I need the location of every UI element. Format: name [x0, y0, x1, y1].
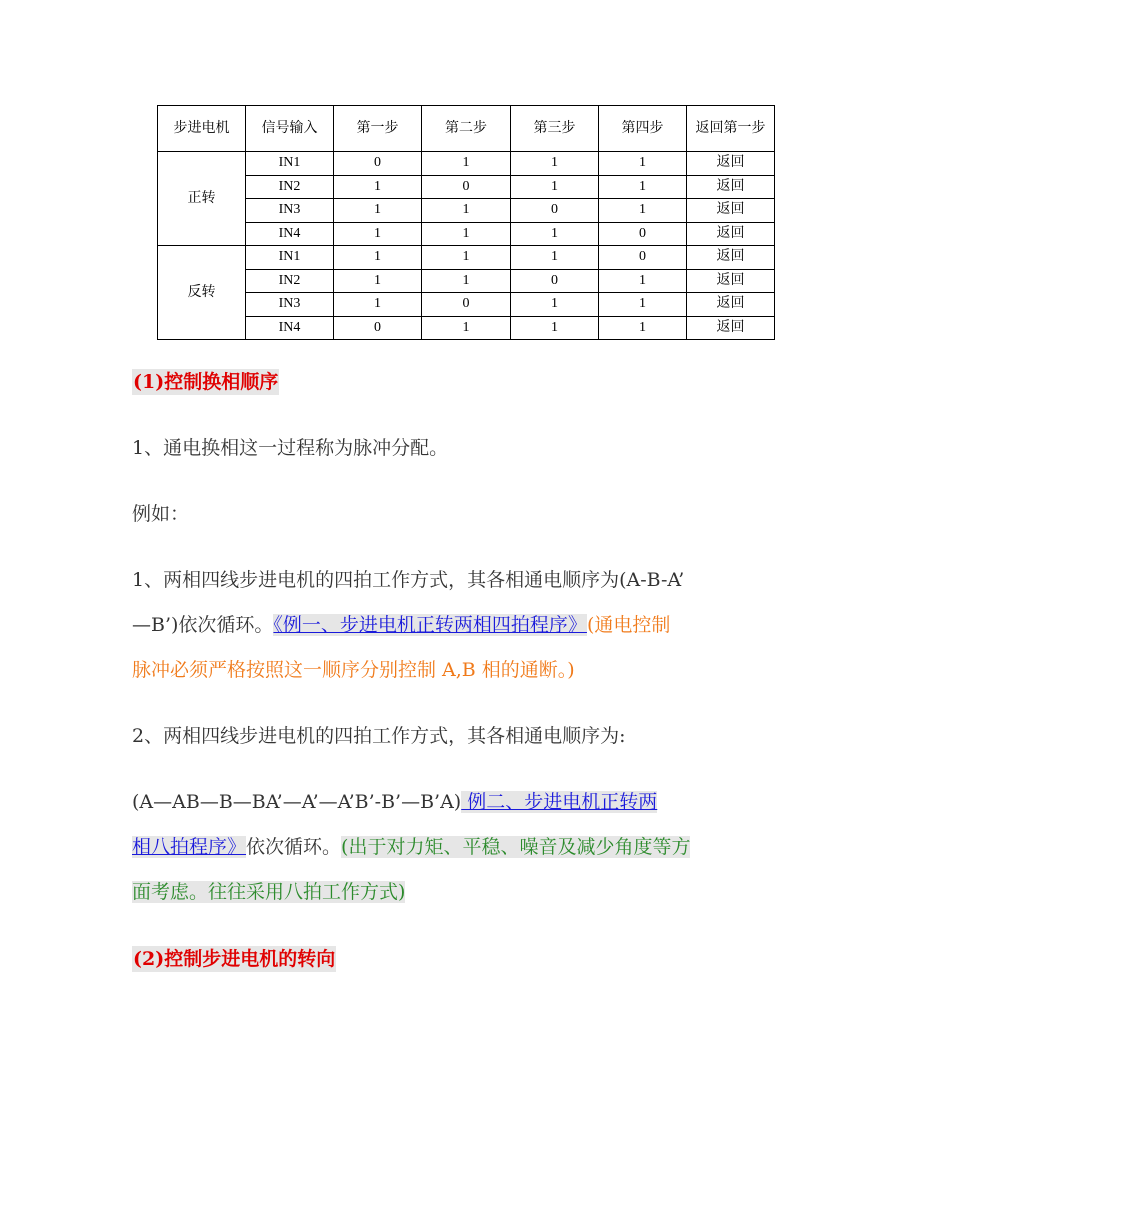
step-value-cell: 1 — [511, 316, 599, 340]
signal-input-cell: IN4 — [246, 222, 334, 246]
step-value-cell: 1 — [422, 269, 511, 293]
signal-input-cell: IN3 — [246, 293, 334, 317]
paragraph-eight-beat-line2 — [132, 825, 690, 870]
paragraph-example-label: 例如： — [132, 503, 190, 525]
table-row — [158, 222, 775, 246]
step-value-cell: 0 — [334, 152, 422, 176]
header-cell: 步进电机 — [158, 106, 246, 152]
text: —B’)依次循环。 — [132, 614, 274, 636]
step-value-cell: 1 — [334, 199, 422, 223]
step-value-cell: 1 — [599, 269, 687, 293]
signal-input-cell: IN4 — [246, 316, 334, 340]
step-value-cell: 1 — [422, 222, 511, 246]
paragraph-four-beat-line2 — [132, 603, 670, 648]
text: 依次循环。 — [246, 836, 342, 858]
paragraph-eight-beat-line1 — [132, 780, 657, 825]
signal-input-cell: IN1 — [246, 246, 334, 270]
table-body — [158, 106, 775, 340]
step-value-cell: 1 — [334, 269, 422, 293]
table-row — [158, 175, 775, 199]
step-value-cell: 1 — [599, 175, 687, 199]
heading-text: (2)控制步进电机的转向 — [133, 948, 336, 970]
paragraph-four-beat-line1: 1、两相四线步进电机的四拍工作方式，其各相通电顺序为(A-B-A’ — [132, 569, 685, 591]
step-value-cell: 1 — [422, 316, 511, 340]
signal-input-cell: IN2 — [246, 175, 334, 199]
step-value-cell: 0 — [334, 316, 422, 340]
table-row — [158, 152, 775, 176]
step-value-cell: 0 — [422, 293, 511, 317]
step-value-cell: 0 — [511, 269, 599, 293]
step-value-cell: 1 — [599, 199, 687, 223]
header-cell: 第一步 — [334, 106, 422, 152]
green-note-continued: 面考虑。往往采用八拍工作方式) — [132, 881, 406, 903]
step-value-cell: 1 — [334, 246, 422, 270]
step-value-cell: 1 — [334, 293, 422, 317]
step-value-cell: 1 — [422, 199, 511, 223]
header-cell: 第三步 — [511, 106, 599, 152]
step-value-cell: 返回 — [687, 152, 775, 176]
paragraph-eight-beat-intro: 2、两相四线步进电机的四拍工作方式，其各相通电顺序为: — [132, 725, 626, 747]
paragraph-four-beat-line3: 脉冲必须严格按照这一顺序分别控制 A,B 相的通断。) — [132, 659, 575, 681]
header-cell: 返回第一步 — [687, 106, 775, 152]
table-row — [158, 316, 775, 340]
step-value-cell: 返回 — [687, 246, 775, 270]
green-note: (出于对力矩、平稳、噪音及减少角度等方 — [341, 836, 691, 858]
table-row — [158, 269, 775, 293]
table-row — [158, 246, 775, 270]
example2-link[interactable]: 例二、步进电机正转两 — [461, 791, 658, 813]
sequence-text: (A—AB—B—BA’—A’—A’B’-B’—B’A) — [132, 791, 462, 813]
step-value-cell: 1 — [334, 222, 422, 246]
step-value-cell: 1 — [334, 175, 422, 199]
step-value-cell: 1 — [599, 293, 687, 317]
paragraph-eight-beat-line3 — [132, 870, 405, 915]
table-header-row — [158, 106, 775, 152]
step-value-cell: 返回 — [687, 199, 775, 223]
example2-link-continued[interactable]: 相八拍程序》 — [132, 836, 247, 858]
signal-input-cell: IN3 — [246, 199, 334, 223]
step-value-cell: 1 — [511, 175, 599, 199]
step-value-cell: 1 — [511, 152, 599, 176]
step-value-cell: 返回 — [687, 222, 775, 246]
table-row — [158, 199, 775, 223]
step-value-cell: 1 — [422, 246, 511, 270]
stepper-sequence-table — [157, 105, 775, 340]
step-value-cell: 1 — [599, 316, 687, 340]
header-cell: 第四步 — [599, 106, 687, 152]
step-value-cell: 0 — [599, 222, 687, 246]
step-value-cell: 1 — [511, 293, 599, 317]
signal-input-cell: IN2 — [246, 269, 334, 293]
step-value-cell: 1 — [422, 152, 511, 176]
heading-text: (1)控制换相顺序 — [133, 371, 279, 393]
signal-input-cell: IN1 — [246, 152, 334, 176]
direction-label-cell: 反转 — [158, 246, 246, 340]
section-heading-2 — [132, 937, 336, 982]
paragraph-pulse-distribution: 1、通电换相这一过程称为脉冲分配。 — [132, 437, 449, 459]
section-heading-1 — [132, 360, 279, 405]
step-value-cell: 返回 — [687, 269, 775, 293]
step-value-cell: 0 — [422, 175, 511, 199]
step-value-cell: 1 — [511, 222, 599, 246]
header-cell: 信号输入 — [246, 106, 334, 152]
orange-note: (通电控制 — [586, 614, 671, 636]
step-value-cell: 0 — [511, 199, 599, 223]
step-value-cell: 0 — [599, 246, 687, 270]
step-value-cell: 1 — [599, 152, 687, 176]
example1-link[interactable]: 《例一、步进电机正转两相四拍程序》 — [273, 614, 587, 636]
step-value-cell: 返回 — [687, 316, 775, 340]
step-value-cell: 返回 — [687, 175, 775, 199]
header-cell: 第二步 — [422, 106, 511, 152]
direction-label-cell: 正转 — [158, 152, 246, 246]
step-value-cell: 返回 — [687, 293, 775, 317]
step-value-cell: 1 — [511, 246, 599, 270]
table-row — [158, 293, 775, 317]
